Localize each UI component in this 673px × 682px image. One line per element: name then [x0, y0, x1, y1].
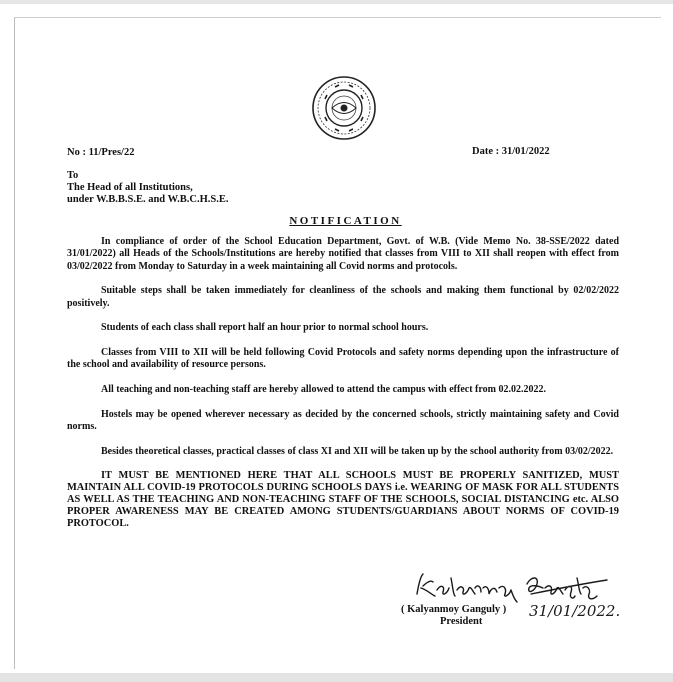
- board-seal-icon: [311, 75, 377, 141]
- paragraph-emphasis: IT MUST BE MENTIONED HERE THAT ALL SCHOOLS MUST BE PROPERLY SANITIZED, MUST MAINTAIN ALL COVID-19 PROTOCOLS DURING SCHOOLS DAYS i.e. WEARING OF MASK FOR ALL STUDENTS AS WELL AS THE TEACHING AND NON-TEACHING STAFF OF THE SCHOOLS, SOCIAL DISTANCING etc. ALSO PROPER AWARENESS MAY BE CREATED AMONG STUDENTS/GUARDIANS ABOUT NORMS OF COVID-19 PROTOCOL.: [67, 470, 619, 530]
- address-line: under W.B.B.S.E. and W.B.C.H.S.E.: [67, 194, 229, 205]
- paragraph: In compliance of order of the School Education Department, Govt. of W.B. (Vide Memo No. 38-SSE/2022 dated 31/01/2022) all Heads of the Schools/Institutions are hereby notified that classes from VIII to XII shall reopen with effect from 03/02/2022 from Monday to Saturday in a week maintaining all Covid norms and protocols.: [67, 236, 619, 272]
- notification-title: NOTIFICATION: [289, 215, 402, 227]
- paragraph: Classes from VIII to XII will be held following Covid Protocols and safety norms depending upon the infrastructure of the school and availability of resource persons.: [67, 347, 619, 371]
- signatory-role: President: [440, 616, 483, 627]
- recipient-address: [67, 170, 228, 206]
- paragraph: Besides theoretical classes, practical classes of class XI and XII will be taken up by the school authority from 03/02/2022.: [101, 445, 614, 457]
- paragraph: All teaching and non-teaching staff are hereby allowed to attend the campus with effect from 02.02.2022.: [101, 384, 546, 395]
- address-line: To: [67, 170, 79, 181]
- handwritten-date-text: 31/01/2022.: [529, 602, 621, 620]
- paragraph: Suitable steps shall be taken immediately for cleanliness of the schools and making them functional by 02/02/2022 positively.: [67, 285, 619, 309]
- viewer-top-bar: [0, 0, 673, 4]
- paragraph: Students of each class shall report half an hour prior to normal school hours.: [101, 322, 429, 334]
- notification-body: [67, 236, 619, 542]
- paragraph: Hostels may be opened wherever necessary as decided by the concerned schools, strictly maintaining safety and Covid norms.: [67, 408, 619, 432]
- memo-number: No : 11/Pres/22: [67, 147, 135, 158]
- notification-heading: [0, 215, 673, 227]
- address-line: The Head of all Institutions,: [67, 182, 193, 193]
- signatory-name: ( Kalyanmoy Ganguly ): [401, 604, 507, 615]
- handwritten-date: [527, 594, 627, 624]
- memo-date: Date : 31/01/2022: [472, 146, 550, 157]
- viewer-bottom-bar: [0, 673, 673, 682]
